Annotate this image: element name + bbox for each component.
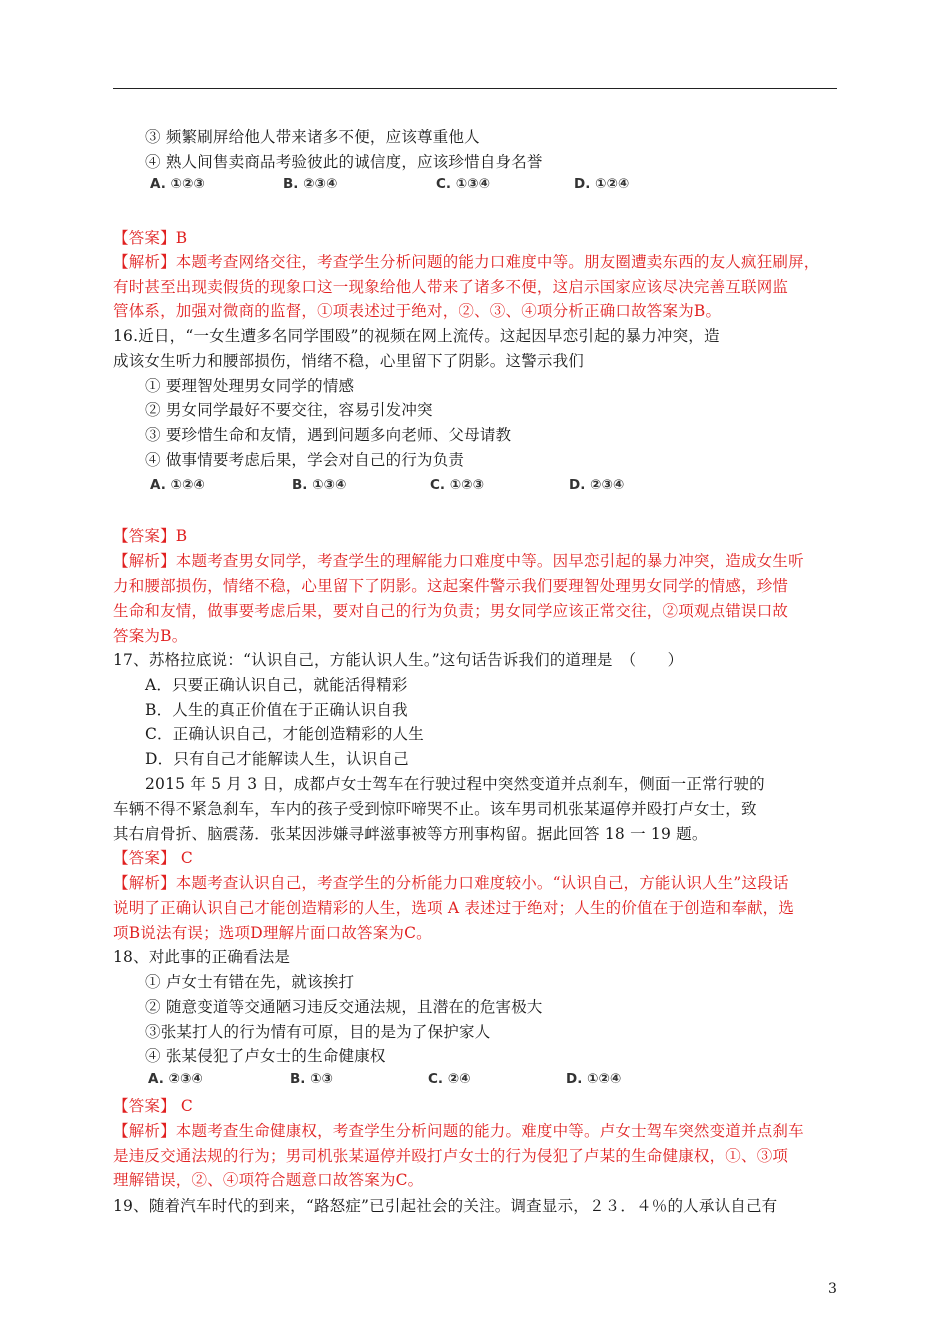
q17-answer: 【答案】 C bbox=[113, 849, 193, 867]
q16-analysis-line-4: 答案为B。 bbox=[113, 627, 188, 645]
q18-analysis-line-2: 是违反交通法规的行为；男司机张某逼停并殴打卢女士的行为侵犯了卢某的生命健康权，①、③项 bbox=[113, 1147, 789, 1165]
q18-item-1: ① 卢女士有错在先，就该挨打 bbox=[145, 973, 355, 991]
q17-analysis-line-3: 项B说法有误；选项D理解片面口故答案为C。 bbox=[113, 924, 432, 942]
q16-analysis-line-1: 【解析】本题考查男女同学，考查学生的理解能力口难度中等。因早恋引起的暴力冲突，造成女生听 bbox=[113, 552, 804, 570]
q15-item-3: ③ 频繁刷屏给他人带来诸多不便，应该尊重他人 bbox=[145, 128, 480, 146]
q15-options bbox=[150, 176, 650, 198]
q18-analysis-line-1: 【解析】本题考查生命健康权，考查学生分析问题的能力。难度中等。卢女士驾车突然变道并点刹车 bbox=[113, 1122, 804, 1140]
q15-option-b: B. ②③④ bbox=[283, 176, 338, 192]
q16-option-b: B. ①③④ bbox=[292, 477, 347, 493]
q18-option-d: D. ①②④ bbox=[566, 1071, 622, 1087]
q16-item-4: ④ 做事情要考虑后果，学会对自己的行为负责 bbox=[145, 451, 465, 469]
q16-option-c: C. ①②③ bbox=[430, 477, 485, 493]
material-line-3: 其右肩骨折、脑震荡．张某因涉嫌寻衅滋事被等方刑事构留。据此回答 18 一 19 题。 bbox=[113, 825, 708, 843]
q18-option-b: B. ①③ bbox=[290, 1071, 333, 1087]
q16-option-a: A. ①②④ bbox=[150, 477, 205, 493]
q15-analysis-line-3: 管体系，加强对微商的监督，①项表述过于绝对，②、③、④项分析正确口故答案为B。 bbox=[113, 302, 722, 320]
material-line-2: 车辆不得不紧急刹车，车内的孩子受到惊吓啼哭不止。该车男司机张某逼停并殴打卢女士，致 bbox=[113, 800, 757, 818]
q17-analysis-line-2: 说明了正确认识自己才能创造精彩的人生，选项 A 表述过于绝对；人生的价值在于创造和奉献，选 bbox=[113, 899, 795, 917]
material-line-1: 2015 年 5 月 3 日，成都卢女士驾车在行驶过程中突然变道并点刹车，侧面一正常行驶的 bbox=[145, 775, 765, 793]
q15-option-a: A. ①②③ bbox=[150, 176, 205, 192]
q17-analysis-line-1: 【解析】本题考查认识自己，考查学生的分析能力口难度较小。“认识自己，方能认识人生”这段话 bbox=[113, 874, 789, 892]
q15-item-4: ④ 熟人间售卖商品考验彼此的诚信度，应该珍惜自身名誉 bbox=[145, 153, 543, 171]
q17-option-c: C．正确认识自己，才能创造精彩的人生 bbox=[145, 725, 424, 743]
q16-analysis-line-3: 生命和友情，做事要考虑后果，要对自己的行为负责；男女同学应该正常交往，②项观点错误口故 bbox=[113, 602, 789, 620]
q18-item-2: ② 随意变道等交通陋习违反交通法规，且潜在的危害极大 bbox=[145, 998, 543, 1016]
q18-options bbox=[148, 1071, 648, 1093]
q18-stem: 18、对此事的正确看法是 bbox=[113, 948, 291, 966]
q15-analysis-line-2: 有时甚至出现卖假货的现象口这一现象给他人带来了诸多不便，这启示国家应该尽决完善互联网监 bbox=[113, 278, 789, 296]
q16-item-3: ③ 要珍惜生命和友情，遇到问题多向老师、父母请教 bbox=[145, 426, 512, 444]
header-rule bbox=[113, 88, 837, 89]
q16-item-1: ① 要理智处理男女同学的情感 bbox=[145, 377, 355, 395]
q15-analysis-line-1: 【解析】本题考查网络交往，考查学生分析问题的能力口难度中等。朋友圈遭卖东西的友人疯狂刷屏， bbox=[113, 253, 820, 271]
q17-option-a: A．只要正确认识自己，就能活得精彩 bbox=[145, 676, 408, 694]
q18-option-c: C. ②④ bbox=[428, 1071, 471, 1087]
q17-option-d: D．只有自己才能解读人生，认识自己 bbox=[145, 750, 409, 768]
q18-answer: 【答案】 C bbox=[113, 1097, 193, 1115]
q17-option-b: B．人生的真正价值在于正确认识自我 bbox=[145, 701, 408, 719]
q18-option-a: A. ②③④ bbox=[148, 1071, 203, 1087]
q17-stem: 17、苏格拉底说：“认识自己，方能认识人生。”这句话告诉我们的道理是 （ ） bbox=[113, 651, 684, 669]
q16-option-d: D. ②③④ bbox=[569, 477, 625, 493]
q16-analysis-line-2: 力和腰部损伤，情绪不稳，心里留下了阴影。这起案件警示我们要理智处理男女同学的情感，珍惜 bbox=[113, 577, 789, 595]
q15-answer: 【答案】B bbox=[113, 229, 188, 247]
q16-answer: 【答案】B bbox=[113, 527, 188, 545]
q15-option-c: C. ①③④ bbox=[436, 176, 491, 192]
q16-options bbox=[150, 477, 650, 499]
q16-stem-line-2: 成该女生听力和腰部损伤，悄绪不稳，心里留下了阴影。这警示我们 bbox=[113, 352, 585, 370]
q19-stem: 19、随着汽车时代的到来，“路怒症”已引起社会的关注。调查显示，２３．４％的人承认自己有 bbox=[113, 1197, 778, 1215]
q15-option-d: D. ①②④ bbox=[574, 176, 630, 192]
q16-stem-line-1: 16.近日，“一女生遭多名同学围殴”的视频在网上流传。这起因早恋引起的暴力冲突，造 bbox=[113, 327, 720, 345]
page-number: 3 bbox=[828, 1281, 837, 1297]
q16-item-2: ② 男女同学最好不要交往，容易引发冲突 bbox=[145, 401, 433, 419]
q18-item-4: ④ 张某侵犯了卢女士的生命健康权 bbox=[145, 1047, 386, 1065]
q18-item-3: ③张某打人的行为情有可原，目的是为了保护家人 bbox=[145, 1023, 491, 1041]
q18-analysis-line-3: 理解错误，②、④项符合题意口故答案为C。 bbox=[113, 1171, 424, 1189]
